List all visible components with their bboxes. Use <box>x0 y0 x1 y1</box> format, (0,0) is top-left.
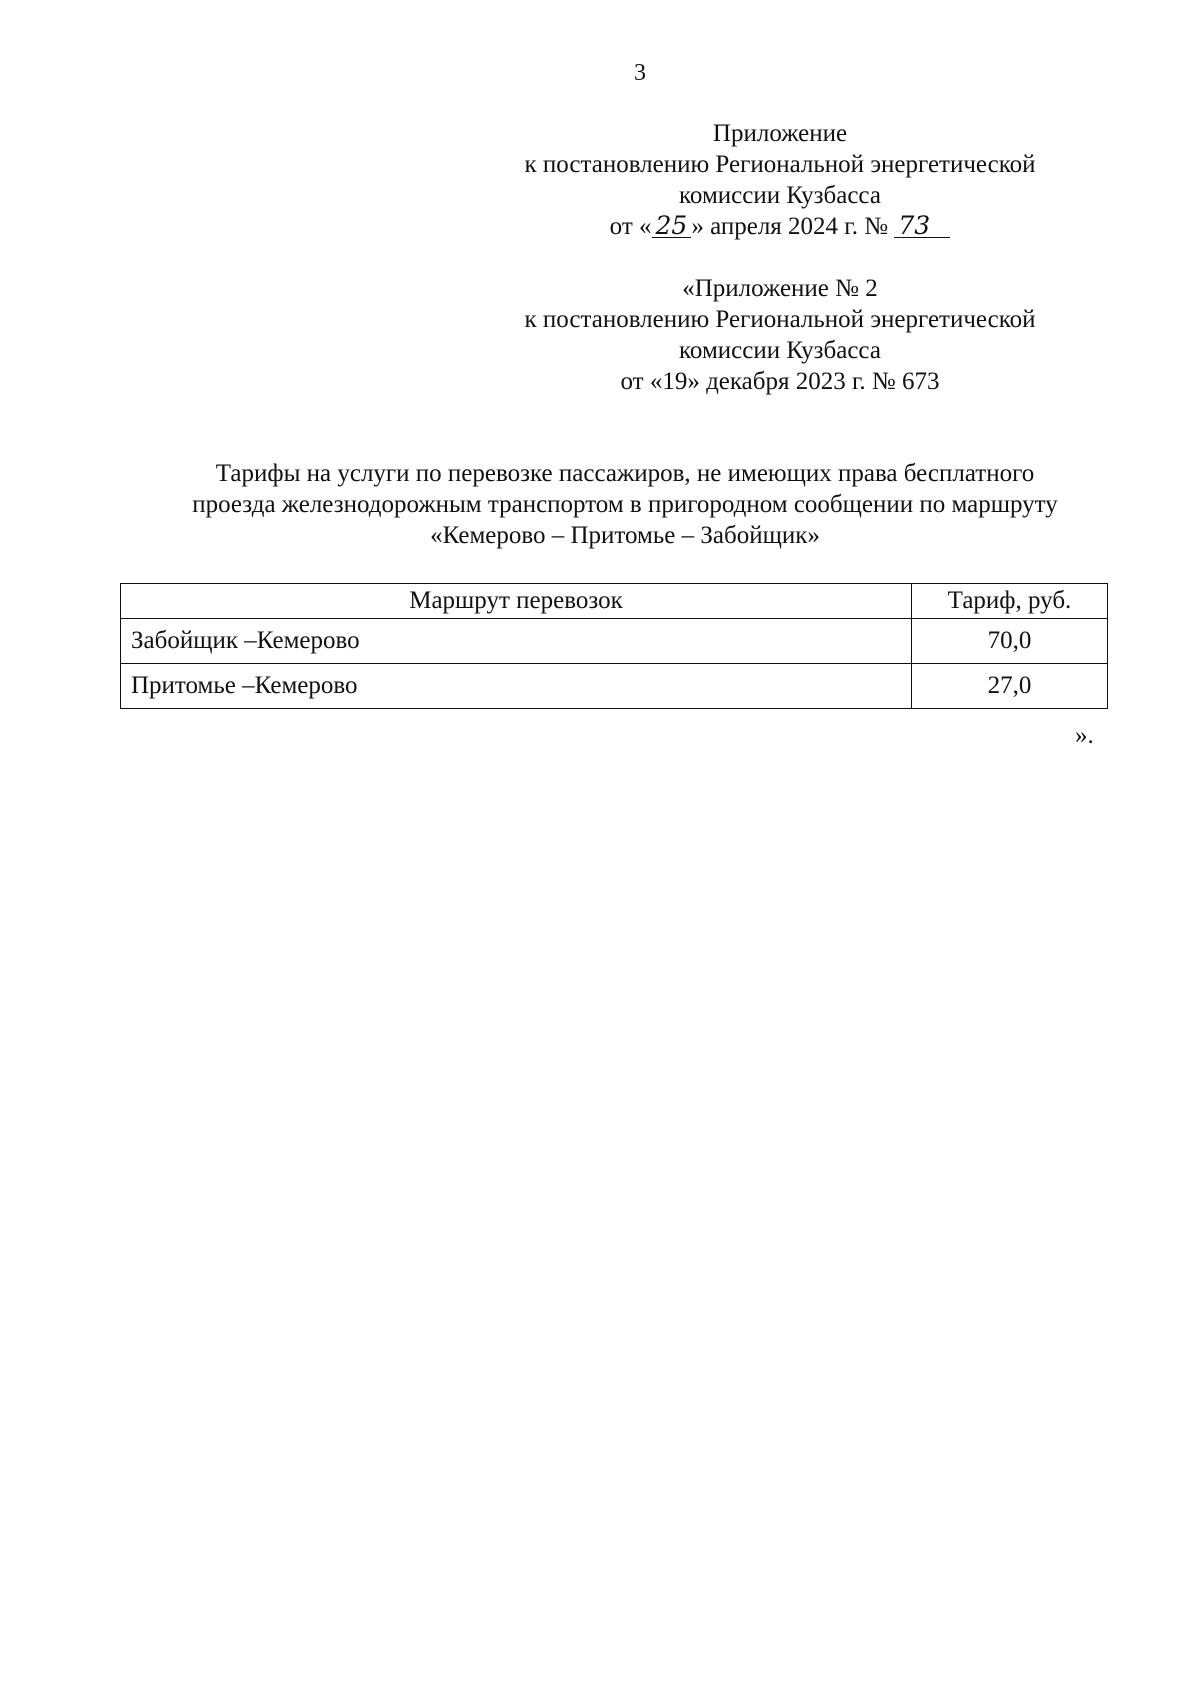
closing-quote-mark: ». <box>1075 722 1094 749</box>
header-route: Маршрут перевозок <box>121 584 912 619</box>
tariff-cell: 27,0 <box>912 664 1108 709</box>
document-title-line3: «Кемерово – Притомье – Забойщик» <box>430 522 820 549</box>
appendix-current-block <box>480 118 1080 242</box>
handwritten-order-number: 73 <box>894 215 950 238</box>
tariff-cell: 70,0 <box>912 619 1108 664</box>
date-middle: » апреля 2024 г. № <box>691 213 889 240</box>
appendix-current-line2: к постановлению Региональной энергетической <box>524 151 1036 178</box>
document-title-line1: Тарифы на услуги по перевозке пассажиров, не имеющих права бесплатного <box>215 460 1035 487</box>
appendix-previous-title: «Приложение № 2 <box>682 275 878 302</box>
document-title-line2: проезда железнодорожным транспортом в пригородном сообщении по маршруту <box>192 491 1058 518</box>
table-row <box>121 664 1108 709</box>
appendix-current-line3: комиссии Кузбасса <box>679 182 881 209</box>
appendix-previous-block <box>480 273 1080 397</box>
route-cell: Притомье –Кемерово <box>121 664 912 709</box>
document-title <box>125 458 1125 551</box>
tariff-table <box>120 583 1108 709</box>
header-tariff: Тариф, руб. <box>912 584 1108 619</box>
appendix-previous-line3: комиссии Кузбасса <box>679 337 881 364</box>
appendix-current-date-line <box>480 211 1080 242</box>
table-header-row <box>121 584 1108 619</box>
route-cell: Забойщик –Кемерово <box>121 619 912 664</box>
handwritten-day: 25 <box>652 215 692 238</box>
appendix-previous-line4: от «19» декабря 2023 г. № 673 <box>620 368 940 395</box>
page-number: 3 <box>634 60 646 86</box>
appendix-current-title: Приложение <box>712 120 848 147</box>
date-prefix: от « <box>609 213 652 240</box>
table-row <box>121 619 1108 664</box>
appendix-previous-line2: к постановлению Региональной энергетической <box>524 306 1036 333</box>
